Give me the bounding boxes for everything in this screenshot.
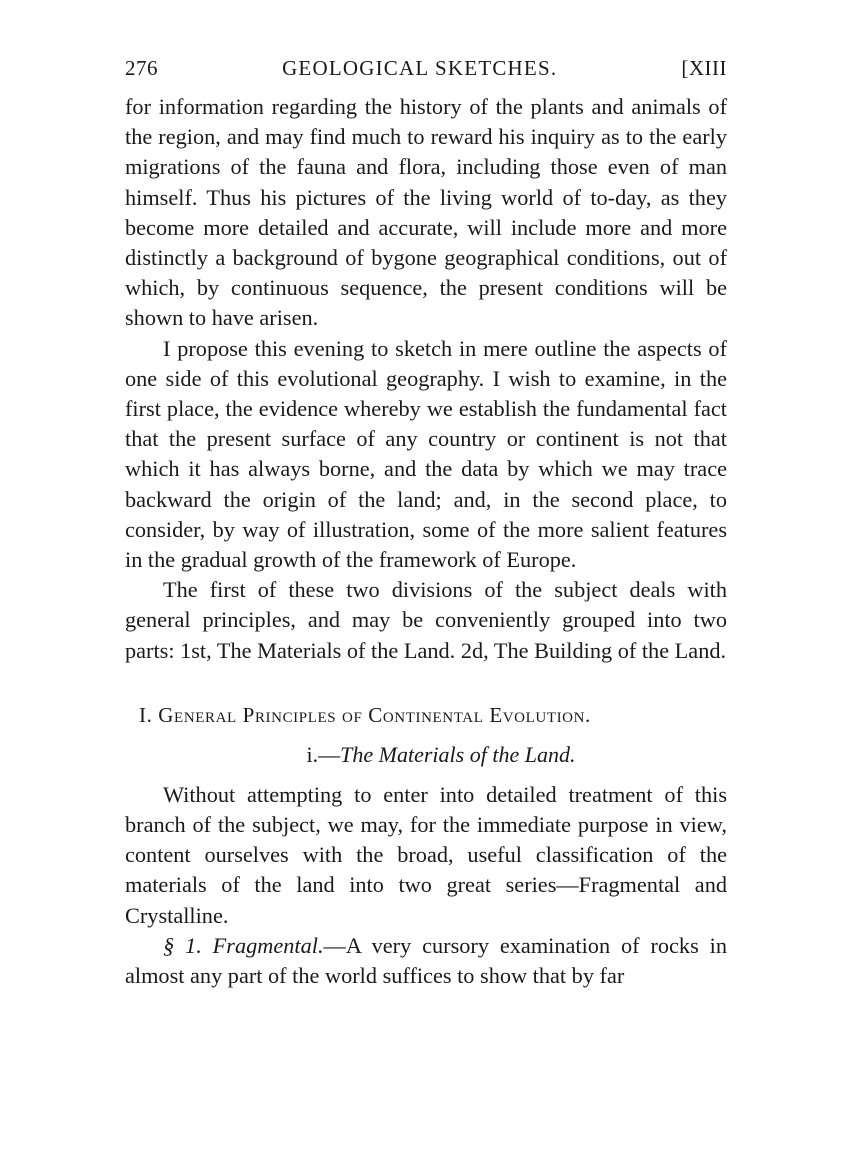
subsection-number: i.— bbox=[306, 741, 341, 767]
subsection-title: The Materials of the Land. bbox=[340, 741, 576, 767]
page-number: 276 bbox=[125, 56, 158, 80]
book-page bbox=[125, 56, 727, 991]
paragraph-3: The first of these two divisions of the subject deals with general principles, and may be conveniently grouped into two parts: 1st, The Materials of the Land. 2d, The Building of the Land. bbox=[125, 577, 727, 663]
paragraph-5-text: —A very cursory examination of rocks in almost any part of the world suffices to show that by far bbox=[125, 932, 728, 989]
paragraph-4: Without attempting to enter into detailed treatment of this branch of the subject, we may, for the immediate purpose in view, content ourselves with the broad, useful classification of the materials of the land into two great series—Fragmental and Crystalline. bbox=[125, 781, 727, 928]
section-heading: I. General Principles of Continental Evolution. bbox=[139, 702, 591, 727]
body-text bbox=[125, 92, 727, 666]
running-head bbox=[125, 56, 727, 92]
paragraph-5 bbox=[125, 931, 727, 991]
paragraph-2: I propose this evening to sketch in mere outline the aspects of one side of this evolutional geography. I wish to examine, in the first place, the evidence whereby we establish the fundamental fact that the present surface of any country or continent is not that which it has always borne, and the data by which we may trace backward the origin of the land; and, in the second place, to consider, by way of illustration, some of the more salient features in the gradual growth of the framework of Europe. bbox=[125, 335, 727, 573]
paragraph-5-label: § 1. Fragmental. bbox=[163, 932, 324, 958]
body-text-2 bbox=[125, 780, 727, 991]
subsection-heading bbox=[125, 740, 727, 770]
chapter-mark: [XIII bbox=[681, 56, 727, 80]
paragraph-1: for information regarding the history of the plants and animals of the region, and may find much to reward his inquiry as to the early migrations of the fauna and flora, including those even of man himself. Thus his pictures of the living world of to-day, as they become more detailed and accurate, will include more and more distinctly a background of bygone geographical conditions, out of which, by continuous sequence, the present conditions will be shown to have arisen. bbox=[125, 94, 727, 331]
running-title: GEOLOGICAL SKETCHES. bbox=[282, 56, 558, 80]
